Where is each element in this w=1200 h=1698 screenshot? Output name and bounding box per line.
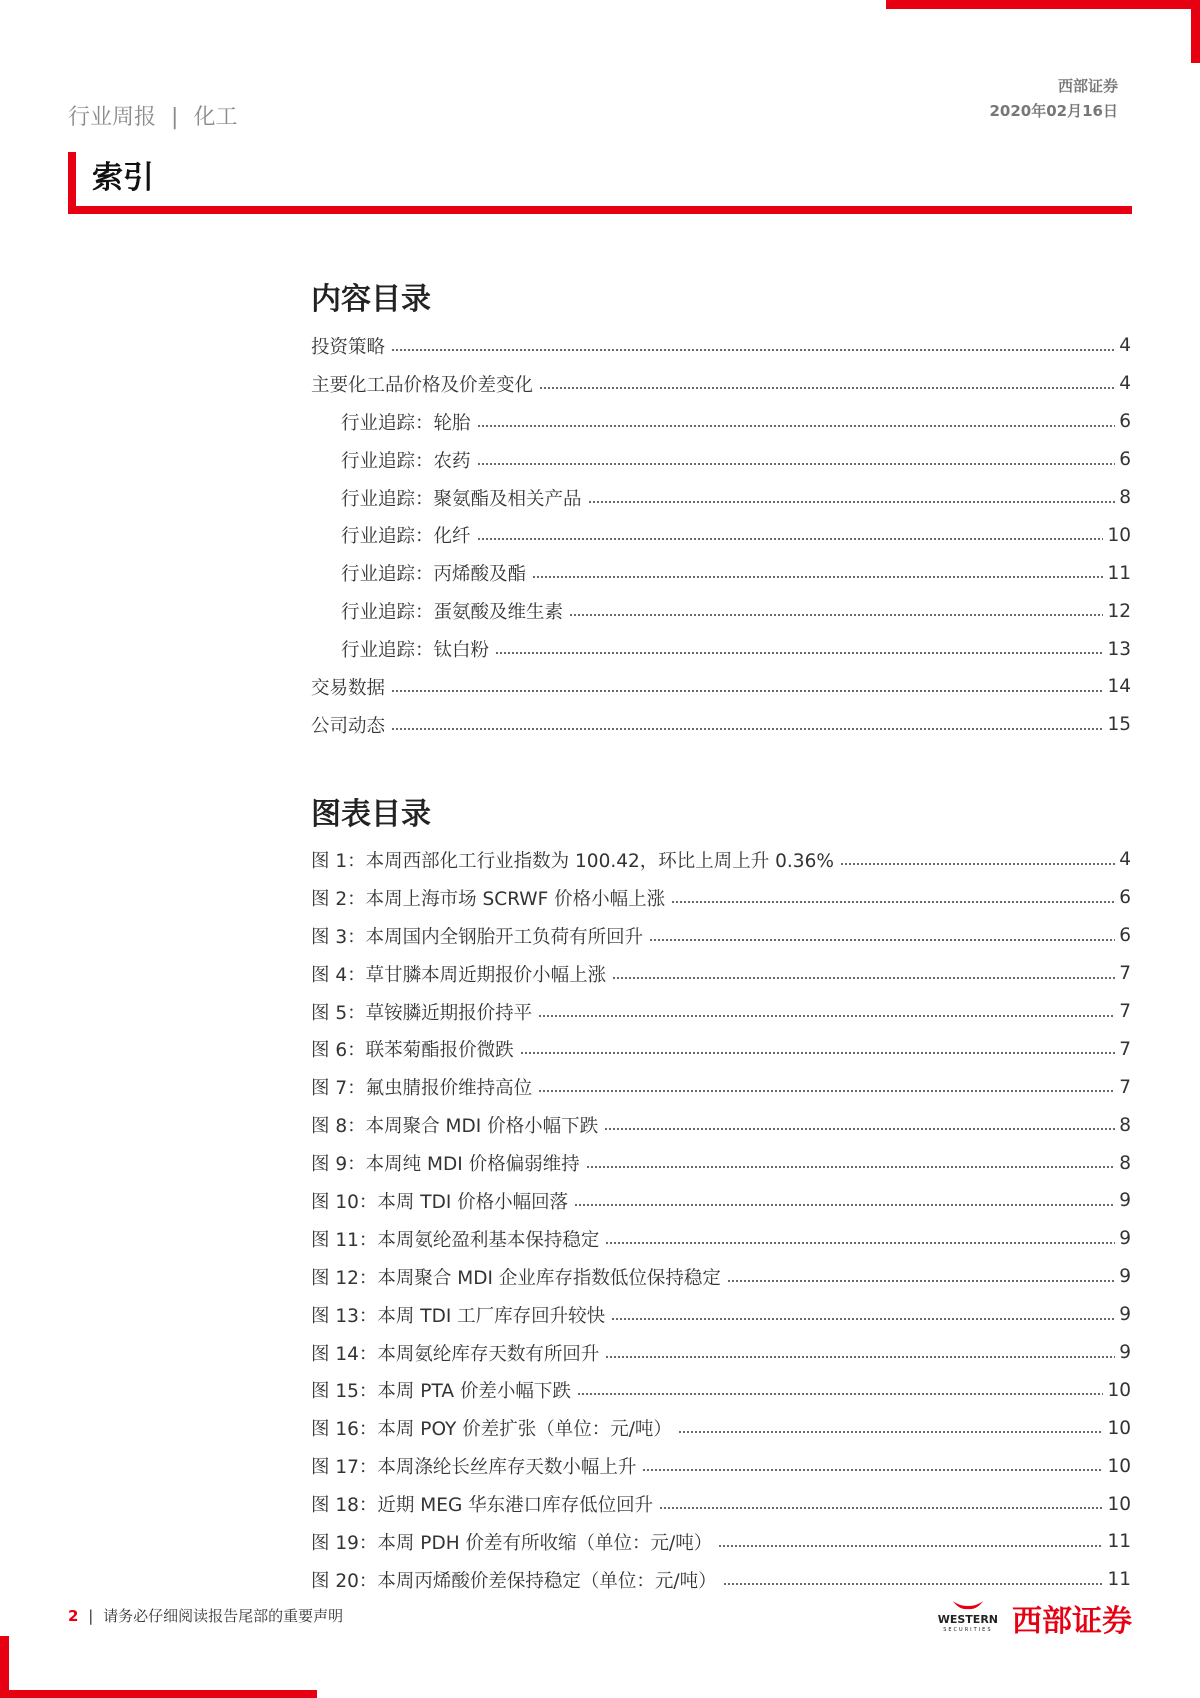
entry-label: 图 1：本周西部化工行业指数为 100.42，环比上周上升 0.36% [311, 850, 834, 872]
entry-label: 图 7：氟虫腈报价维持高位 [311, 1078, 533, 1100]
dot-leader [539, 387, 1115, 389]
entry-label: 行业追踪：化纤 [341, 526, 471, 548]
figure-entry[interactable] [311, 1106, 1131, 1144]
dot-leader [604, 1128, 1115, 1130]
bottom-left-bar [0, 1690, 317, 1698]
entry-page: 9 [1119, 1228, 1131, 1250]
entry-label: 图 4：草甘膦本周近期报价小幅上涨 [311, 964, 607, 986]
logo-english: WESTERN SECURITIES [938, 1600, 998, 1636]
report-category [68, 100, 237, 131]
section-left-bar [68, 152, 76, 213]
dot-leader [649, 939, 1115, 941]
dot-leader [723, 1583, 1104, 1585]
dot-leader [532, 576, 1103, 578]
dot-leader [671, 901, 1115, 903]
entry-page: 9 [1119, 1342, 1131, 1364]
entry-page: 11 [1107, 1569, 1131, 1591]
entry-page: 7 [1119, 1038, 1131, 1060]
entry-label: 图 17：本周涤纶长丝库存天数小幅上升 [311, 1457, 637, 1479]
figure-entry[interactable] [311, 841, 1131, 879]
industry: 化工 [193, 105, 238, 130]
figure-entry[interactable] [311, 1144, 1131, 1182]
entry-label: 图 15：本周 PTA 价差小幅下跌 [311, 1381, 571, 1403]
bottom-left-vertical-bar [0, 1636, 9, 1698]
entry-label: 图 2：本周上海市场 SCRWF 价格小幅上涨 [311, 888, 666, 910]
entry-page: 10 [1107, 1455, 1131, 1477]
dot-leader [477, 538, 1104, 540]
dot-leader [391, 728, 1103, 730]
entry-label: 图 18：近期 MEG 华东港口库存低位回升 [311, 1495, 654, 1517]
toc-entry[interactable] [311, 479, 1131, 517]
entry-page: 9 [1119, 1266, 1131, 1288]
dot-leader [538, 1090, 1115, 1092]
dot-leader [678, 1431, 1104, 1433]
toc-entry[interactable] [311, 630, 1131, 668]
entry-label: 行业追踪：农药 [341, 450, 471, 472]
figure-entry[interactable] [311, 879, 1131, 917]
entry-label: 行业追踪：轮胎 [341, 412, 471, 434]
entry-label: 交易数据 [311, 677, 386, 699]
figures-title: 图表目录 [311, 797, 431, 832]
toc-entry[interactable] [311, 516, 1131, 554]
figure-entry[interactable] [311, 1220, 1131, 1258]
figure-entry[interactable] [311, 1485, 1131, 1523]
entry-page: 15 [1107, 714, 1131, 736]
header-meta [990, 74, 1119, 124]
dot-leader [588, 501, 1116, 503]
entry-page: 7 [1119, 1001, 1131, 1022]
figure-entry[interactable] [311, 1561, 1131, 1599]
entry-page: 13 [1107, 638, 1131, 660]
entry-label: 行业追踪：丙烯酸及酯 [341, 564, 527, 586]
entry-label: 图 11：本周氨纶盈利基本保持稳定 [311, 1229, 600, 1251]
dot-leader [538, 1015, 1115, 1017]
toc-entry[interactable] [311, 592, 1131, 630]
entry-page: 7 [1119, 1076, 1131, 1098]
top-right-vertical-bar [1191, 0, 1200, 63]
dot-leader [605, 1242, 1115, 1244]
entry-page: 6 [1119, 449, 1131, 471]
company-name: 西部证券 [1057, 77, 1118, 95]
entry-page: 10 [1107, 1493, 1131, 1515]
report-type: 行业周报 [68, 105, 157, 130]
figure-entry[interactable] [311, 1523, 1131, 1561]
figure-entry[interactable] [311, 1409, 1131, 1447]
dot-leader [659, 1507, 1103, 1509]
section-underline [68, 206, 1132, 214]
bull-icon [951, 1600, 985, 1612]
dot-leader [840, 863, 1115, 865]
entry-label: 图 16：本周 POY 价差扩张（单位：元/吨） [311, 1419, 672, 1441]
toc-list [311, 327, 1131, 744]
entry-label: 行业追踪：蛋氨酸及维生素 [341, 602, 564, 624]
dot-leader [477, 425, 1116, 427]
entry-page: 6 [1119, 887, 1131, 909]
dot-leader [727, 1280, 1115, 1282]
figure-entry[interactable] [311, 955, 1131, 993]
figure-entry[interactable] [311, 1296, 1131, 1334]
entry-label: 图 6：联苯菊酯报价微跌 [311, 1040, 514, 1062]
entry-label: 图 5：草铵膦近期报价持平 [311, 1002, 533, 1024]
figure-entry[interactable] [311, 1371, 1131, 1409]
toc-title: 内容目录 [311, 282, 431, 317]
entry-page: 4 [1119, 373, 1131, 395]
page-number: 2 [68, 1607, 79, 1625]
header-separator: | [171, 105, 179, 130]
figure-entry[interactable] [311, 1030, 1131, 1068]
dot-leader [391, 690, 1103, 692]
dot-leader [718, 1545, 1103, 1547]
dot-leader [611, 1318, 1115, 1320]
entry-label: 图 10：本周 TDI 价格小幅回落 [311, 1191, 569, 1213]
entry-label: 图 20：本周丙烯酸价差保持稳定（单位：元/吨） [311, 1570, 717, 1592]
entry-page: 4 [1119, 335, 1131, 357]
entry-label: 图 14：本周氨纶库存天数有所回升 [311, 1343, 600, 1365]
entry-label: 投资策略 [311, 336, 386, 358]
toc-entry[interactable] [311, 403, 1131, 441]
figure-entry[interactable] [311, 993, 1131, 1031]
entry-page: 10 [1107, 1379, 1131, 1401]
entry-page: 4 [1119, 849, 1131, 871]
entry-page: 7 [1119, 963, 1131, 985]
section-title: 索引 [92, 160, 154, 196]
dot-leader [495, 652, 1103, 654]
entry-page: 8 [1119, 1152, 1131, 1174]
top-right-bar [886, 0, 1200, 9]
figure-entry[interactable] [311, 1447, 1131, 1485]
report-date: 2020年02月16日 [989, 102, 1118, 120]
entry-label: 图 13：本周 TDI 工厂库存回升较快 [311, 1305, 606, 1327]
logo-chinese: 西部证券 [1012, 1604, 1132, 1639]
dot-leader [642, 1469, 1103, 1471]
toc-entry[interactable] [311, 668, 1131, 706]
dot-leader [612, 977, 1115, 979]
entry-label: 图 3：本周国内全钢胎开工负荷有所回升 [311, 926, 644, 948]
dot-leader [605, 1356, 1115, 1358]
entry-page: 8 [1119, 1114, 1131, 1136]
entry-page: 10 [1107, 524, 1131, 546]
toc-entry[interactable] [311, 706, 1131, 744]
figure-entry[interactable] [311, 1182, 1131, 1220]
entry-label: 主要化工品价格及价差变化 [311, 374, 534, 396]
entry-label: 图 9：本周纯 MDI 价格偏弱维持 [311, 1154, 580, 1176]
dot-leader [574, 1204, 1115, 1206]
entry-page: 11 [1107, 1531, 1131, 1553]
dot-leader [520, 1052, 1116, 1054]
dot-leader [569, 614, 1103, 616]
entry-page: 10 [1107, 1417, 1131, 1439]
company-logo [938, 1596, 1132, 1640]
figure-entry[interactable] [311, 1334, 1131, 1372]
entry-page: 11 [1107, 562, 1131, 584]
toc-entry[interactable] [311, 441, 1131, 479]
figures-list [311, 841, 1131, 1599]
dot-leader [477, 463, 1116, 465]
figure-entry[interactable] [311, 917, 1131, 955]
entry-label: 行业追踪：聚氨酯及相关产品 [341, 488, 582, 510]
figure-entry[interactable] [311, 1068, 1131, 1106]
entry-page: 6 [1119, 925, 1131, 947]
dot-leader [577, 1393, 1104, 1395]
entry-label: 图 8：本周聚合 MDI 价格小幅下跌 [311, 1116, 599, 1138]
entry-label: 图 12：本周聚合 MDI 企业库存指数低位保持稳定 [311, 1267, 721, 1289]
dot-leader [586, 1166, 1116, 1168]
entry-page: 12 [1107, 600, 1131, 622]
entry-page: 9 [1119, 1190, 1131, 1212]
figure-entry[interactable] [311, 1258, 1131, 1296]
entry-page: 9 [1119, 1304, 1131, 1326]
dot-leader [391, 349, 1115, 351]
disclaimer-text: 请务必仔细阅读报告尾部的重要声明 [103, 1607, 344, 1625]
entry-page: 8 [1119, 487, 1131, 508]
entry-label: 公司动态 [311, 715, 386, 737]
entry-page: 6 [1119, 411, 1131, 433]
footer-separator: | [88, 1607, 94, 1625]
toc-entry[interactable] [311, 365, 1131, 403]
entry-page: 14 [1107, 676, 1131, 698]
entry-label: 行业追踪：钛白粉 [341, 640, 490, 662]
toc-entry[interactable] [311, 554, 1131, 592]
toc-entry[interactable] [311, 327, 1131, 365]
entry-label: 图 19：本周 PDH 价差有所收缩（单位：元/吨） [311, 1532, 713, 1554]
footer-disclaimer [68, 1605, 343, 1626]
